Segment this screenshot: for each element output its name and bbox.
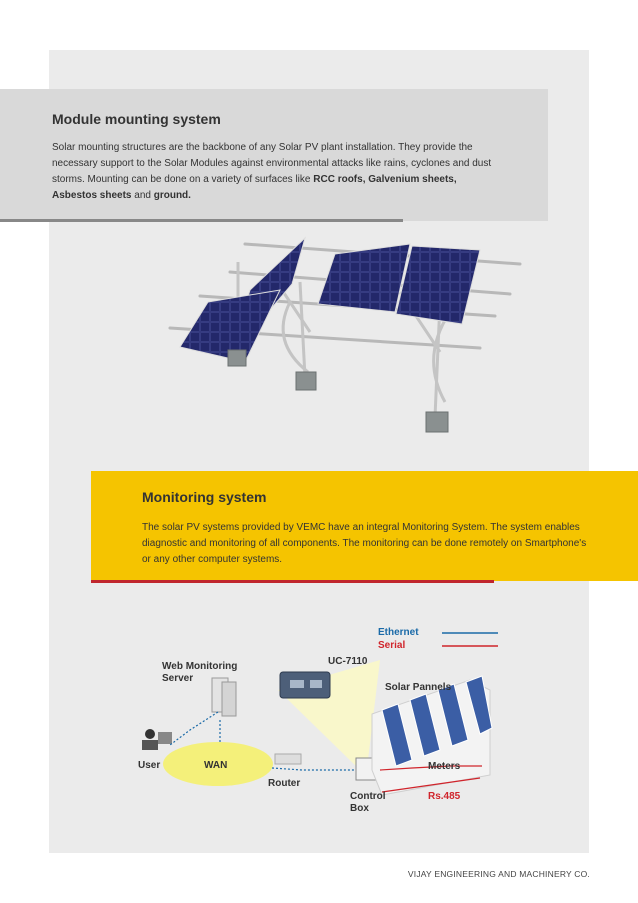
uc-7110-label: UC-7110 (328, 656, 368, 667)
solar-building-icon (372, 676, 492, 795)
rs485-label: Rs.485 (428, 791, 461, 802)
wan-label: WAN (204, 760, 228, 771)
module-text-and: and (131, 190, 154, 201)
module-section-underline (0, 219, 403, 222)
module-title: Module mounting system (52, 111, 221, 127)
uc-7110-device-icon (280, 672, 330, 698)
monitoring-title: Monitoring system (142, 489, 267, 505)
meters-label: Meters (428, 761, 461, 772)
monitoring-description: The solar PV systems provided by VEMC have an integral Monitoring System. The system enables diagnostic and monitoring of all components. The monitoring can be done remotely on Smartphone's or any other computer systems. (142, 522, 587, 565)
monitoring-diagram-graphics (120, 620, 510, 840)
web-server-label: Web Monitoring Server (162, 661, 238, 684)
module-text-bold-ground: ground. (153, 190, 191, 201)
module-text-plain: Solar mounting structures are the backbone of any Solar PV plant installation. They provide the necessary support to the Solar Modules against environmental attacks like rains, cyclones and dust storms. Mounting can be done on a variety of surfaces like (52, 142, 492, 185)
solar-panels-label: Solar Pannels (385, 682, 452, 693)
module-description (52, 140, 497, 204)
monitoring-diagram (120, 620, 510, 840)
control-box-label: Control Box (350, 791, 386, 814)
router-label: Router (268, 778, 301, 789)
legend-serial-label: Serial (378, 640, 406, 651)
legend-ethernet-label: Ethernet (378, 627, 419, 638)
solar-mounting-illustration (150, 232, 530, 452)
user-label: User (138, 760, 161, 771)
monitoring-section-underline (91, 580, 494, 583)
footer-company-name: VIJAY ENGINEERING AND MACHINERY CO. (407, 869, 590, 879)
user-icon (142, 729, 172, 750)
module-text-bold-surfaces: RCC roofs, Galvenium sheets, Asbestos sheets (52, 174, 457, 201)
router-icon (275, 754, 301, 764)
